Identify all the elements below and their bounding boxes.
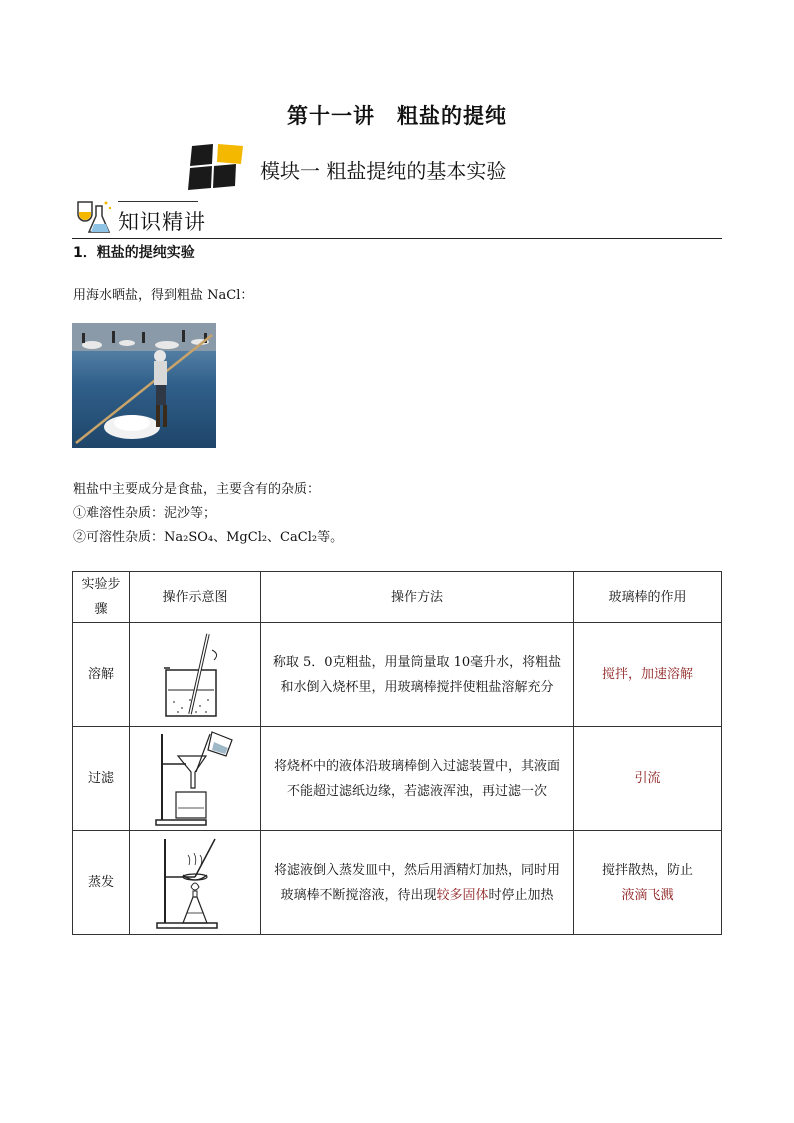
knowledge-label: 知识精讲	[118, 210, 206, 234]
header-method: 操作方法	[261, 572, 574, 623]
impurity-intro: 粗盐中主要成分是食盐，主要含有的杂质：	[73, 482, 321, 497]
lab-flask-icon	[72, 200, 112, 236]
insoluble-impurity: ①难溶性杂质：泥沙等；	[73, 506, 217, 521]
section-heading: 1．粗盐的提纯实验	[73, 245, 195, 261]
header-diagram: 操作示意图	[130, 572, 261, 623]
page-title: 第十一讲 粗盐的提纯	[287, 104, 507, 128]
method-text: 称取 5．0克粗盐，用量筒量取 10毫升水，将粗盐和水倒入烧杯里，用玻璃棒搅拌使粗盐溶解充分	[261, 623, 574, 727]
header-step: 实验步骤	[73, 572, 130, 623]
glass-rod-role: 搅拌散热，防止 液滴飞溅	[574, 831, 722, 935]
method-text: 将烧杯中的液体沿玻璃棒倒入过滤装置中，其液面不能超过滤纸边缘，若滤液浑浊，再过滤一次	[261, 727, 574, 831]
method-highlight: 较多固体	[436, 887, 489, 903]
module-logo-icon	[186, 142, 244, 190]
step-name: 蒸发	[73, 831, 130, 935]
table-header-row	[73, 572, 722, 623]
method-text: 将滤液倒入蒸发皿中，然后用酒精灯加热，同时用玻璃棒不断搅溶液，待出现较多固体时停止加热	[261, 831, 574, 935]
table-row	[73, 623, 722, 727]
glass-rod-role: 搅拌，加速溶解	[574, 623, 722, 727]
soluble-impurity: ②可溶性杂质：Na₂SO₄、MgCl₂、CaCl₂等。	[73, 530, 344, 545]
step-name: 溶解	[73, 623, 130, 727]
filtration-apparatus-icon	[152, 730, 238, 828]
beaker-stirring-icon	[160, 630, 230, 720]
evaporate-diagram	[130, 831, 261, 935]
filter-diagram	[130, 727, 261, 831]
glass-rod-role: 引流	[574, 727, 722, 831]
salt-farm-photo	[72, 323, 216, 448]
table-row	[73, 727, 722, 831]
module-title: 模块一 粗盐提纯的基本实验	[260, 159, 507, 183]
evaporation-apparatus-icon	[155, 835, 235, 931]
knowledge-banner	[72, 198, 722, 242]
intro-text: 用海水晒盐，得到粗盐 NaCl：	[73, 288, 254, 303]
experiment-steps-table	[72, 571, 722, 935]
dissolve-diagram	[130, 623, 261, 727]
header-role: 玻璃棒的作用	[574, 572, 722, 623]
table-row	[73, 831, 722, 935]
step-name: 过滤	[73, 727, 130, 831]
